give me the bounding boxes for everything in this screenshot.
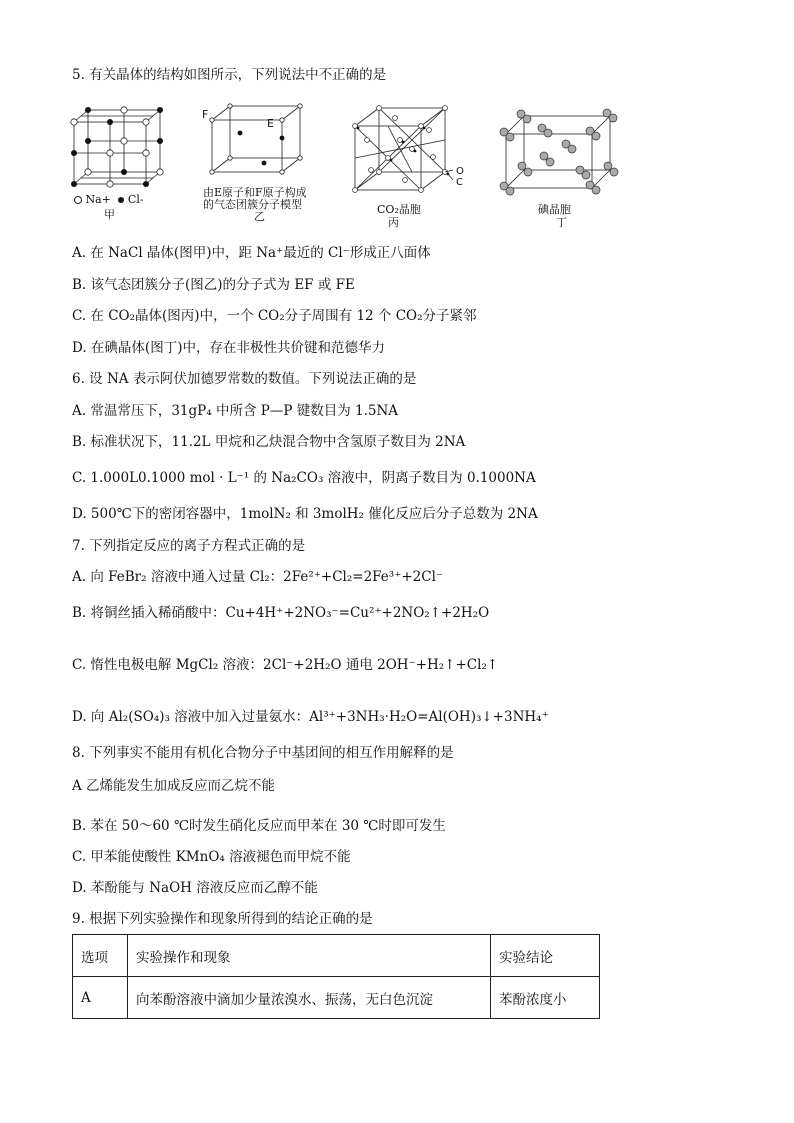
row-operation: 向苯酚溶液中滴加少量浓溴水、振荡，无白色沉淀 — [128, 977, 491, 1019]
row-conclusion: 苯酚浓度小 — [491, 977, 600, 1019]
q8-stem: 8. 下列事实不能用有机化合物分子中基团间的相互作用解释的是 — [72, 745, 454, 761]
figure-ding-caption: 碘晶胞 — [538, 203, 571, 216]
q8-option-a: A 乙烯能发生加成反应而乙烷不能 — [72, 778, 276, 794]
q5-option-a: A. 在 NaCl 晶体(图甲)中，距 Na⁺最近的 Cl⁻形成正八面体 — [72, 245, 431, 261]
q6-stem: 6. 设 NA 表示阿伏加德罗常数的数值。下列说法正确的是 — [72, 371, 417, 387]
q5-option-c: C. 在 CO₂晶体(图丙)中，一个 CO₂分子周围有 12 个 CO₂分子紧邻 — [72, 308, 477, 324]
table-header-row — [73, 935, 600, 977]
label-o: O — [456, 166, 464, 177]
q7-option-a: A. 向 FeBr₂ 溶液中通入过量 Cl₂：2Fe²⁺+Cl₂=2Fe³⁺+2Cl⁻ — [72, 569, 444, 585]
header-option: 选项 — [73, 935, 128, 977]
q8-option-b: B. 苯在 50～60 ℃时发生硝化反应而甲苯在 30 ℃时即可发生 — [72, 818, 446, 834]
label-e: E — [267, 117, 274, 130]
q9-stem: 9. 根据下列实验操作和现象所得到的结论正确的是 — [72, 911, 373, 927]
q7-option-d: D. 向 Al₂(SO₄)₃ 溶液中加入过量氨水：Al³⁺+3NH₃·H₂O=Al(OH)₃↓+3NH₄⁺ — [72, 709, 549, 725]
row-option: A — [73, 977, 128, 1019]
figure-ding-caption-2: 丁 — [556, 216, 567, 229]
q9-table — [72, 934, 600, 1019]
q6-option-b: B. 标准状况下，11.2L 甲烷和乙炔混合物中含氢原子数目为 2NA — [72, 434, 466, 450]
figure-yi-caption-1: 由E原子和F原子构成 — [203, 186, 307, 199]
nacl-crystal-figure — [66, 100, 166, 200]
co2-crystal-figure — [345, 100, 475, 200]
q5-option-b: B. 该气态团簇分子(图乙)的分子式为 EF 或 FE — [72, 277, 355, 293]
label-c: C — [456, 177, 463, 188]
q5-stem: 5. 有关晶体的结构如图所示，下列说法中不正确的是 — [72, 67, 387, 83]
figure-jia-caption: 甲 — [104, 208, 115, 221]
q8-option-c: C. 甲苯能使酸性 KMnO₄ 溶液褪色而甲烷不能 — [72, 849, 351, 865]
cluster-molecule-figure — [200, 100, 310, 186]
label-f: F — [202, 108, 209, 121]
q7-option-c: C. 惰性电极电解 MgCl₂ 溶液：2Cl⁻+2H₂O 通电 2OH⁻+H₂↑+Cl₂↑ — [72, 657, 499, 673]
q8-option-d: D. 苯酚能与 NaOH 溶液反应而乙醇不能 — [72, 880, 318, 896]
q6-option-c: C. 1.000L0.1000 mol · L⁻¹ 的 Na₂CO₃ 溶液中，阴离子数目为 0.1000NA — [72, 470, 536, 486]
figure-yi-caption: 乙 — [254, 210, 265, 223]
figure-bing-caption: CO₂晶胞 — [377, 203, 421, 216]
q5-option-d: D. 在碘晶体(图丁)中，存在非极性共价键和范德华力 — [72, 340, 385, 356]
iodine-crystal-figure — [496, 104, 626, 198]
q7-stem: 7. 下列指定反应的离子方程式正确的是 — [72, 538, 306, 554]
table-row — [73, 977, 600, 1019]
header-operation: 实验操作和现象 — [128, 935, 491, 977]
figure-yi-caption-2: 的气态团簇分子模型 — [203, 198, 302, 211]
q7-option-b: B. 将铜丝插入稀硝酸中：Cu+4H⁺+2NO₃⁻=Cu²⁺+2NO₂↑+2H₂O — [72, 605, 490, 621]
q6-option-d: D. 500℃下的密闭容器中，1molN₂ 和 3molH₂ 催化反应后分子总数为 2NA — [72, 506, 538, 522]
q6-option-a: A. 常温常压下，31gP₄ 中所含 P—P 键数目为 1.5NA — [72, 403, 399, 419]
figure-bing-caption-2: 丙 — [388, 216, 399, 229]
nacl-legend: Na+ Cl- — [74, 193, 144, 206]
header-conclusion: 实验结论 — [491, 935, 600, 977]
